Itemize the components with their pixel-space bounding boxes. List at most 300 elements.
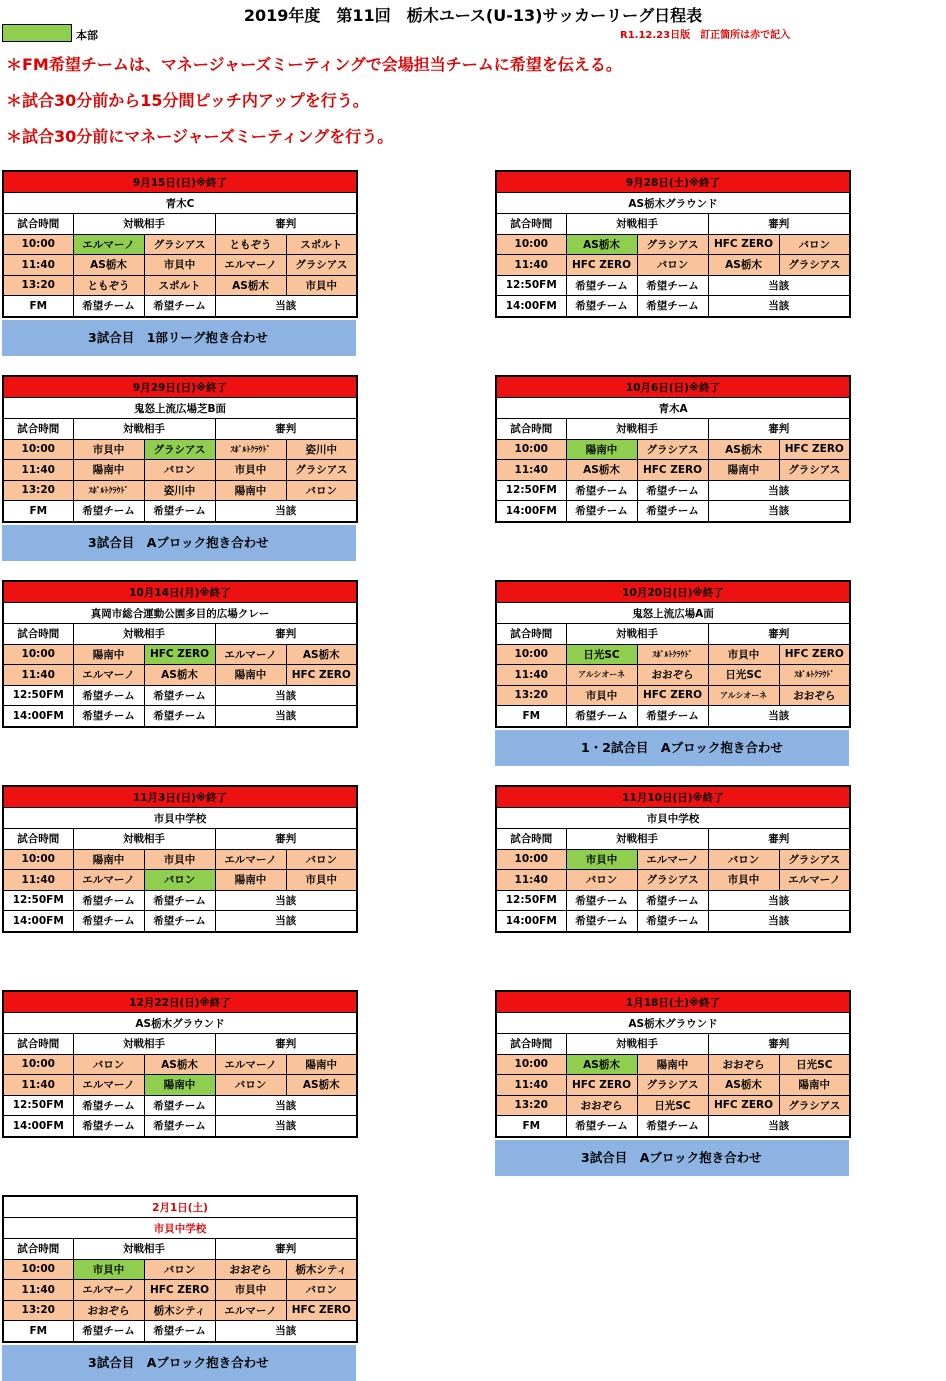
referee-cell: おおぞら: [779, 685, 850, 706]
venue-name: AS栃木グラウンド: [496, 1013, 850, 1034]
header-referee: 審判: [708, 1034, 850, 1055]
fm-team-a: 希望チーム: [566, 501, 637, 522]
match-time: 10:00: [3, 1054, 73, 1075]
referee-cell: HFC ZERO: [708, 234, 779, 255]
fm-team-a: 希望チーム: [566, 480, 637, 501]
header-opponents: 対戦相手: [73, 214, 215, 235]
fm-time: FM: [3, 1321, 73, 1342]
match-date: 10月6日(日)※終了: [496, 376, 850, 398]
referee-cell: 陽南中: [779, 1075, 850, 1096]
match-row: [496, 234, 850, 255]
fm-team-b: 希望チーム: [144, 1116, 215, 1137]
team-cell: グラシアス: [144, 234, 215, 255]
fm-team-b: 希望チーム: [144, 890, 215, 911]
match-time: 11:40: [3, 460, 73, 481]
referee-cell: 陽南中: [708, 460, 779, 481]
venue-name: 市貝中学校: [496, 808, 850, 829]
match-time: 10:00: [3, 849, 73, 870]
fm-time: 14:00FM: [3, 1116, 73, 1137]
team-cell: 市貝中: [566, 685, 637, 706]
referee-cell: おおぞら: [215, 1259, 286, 1280]
match-row: [496, 1054, 850, 1075]
combined-note: 1・2試合目 Aブロック抱き合わせ: [495, 730, 849, 766]
fm-team-b: 希望チーム: [637, 480, 708, 501]
combined-note: 3試合目 1部リーグ抱き合わせ: [2, 320, 356, 356]
referee-cell: AS栃木: [286, 644, 357, 665]
fm-team-a: 希望チーム: [566, 296, 637, 317]
match-row: [3, 849, 357, 870]
match-time: 10:00: [3, 644, 73, 665]
match-time: 10:00: [496, 1054, 566, 1075]
schedule-block: [2, 375, 356, 561]
version-note: R1.12.23日版 訂正箇所は赤で記入: [620, 30, 791, 41]
match-row: [3, 1280, 357, 1301]
fm-referee: 当該: [708, 890, 850, 911]
header-opponents: 対戦相手: [73, 624, 215, 645]
match-time: 13:20: [496, 685, 566, 706]
referee-cell: 市貝中: [286, 275, 357, 296]
venue-row: [3, 398, 357, 419]
fm-row: [3, 685, 357, 706]
header-opponents: 対戦相手: [566, 624, 708, 645]
match-row: [3, 255, 357, 276]
date-row: [3, 991, 357, 1013]
fm-team-b: 希望チーム: [144, 1321, 215, 1342]
team-cell: バロン: [566, 870, 637, 891]
venue-row: [3, 1218, 357, 1239]
match-date: 9月28日(土)※終了: [496, 171, 850, 193]
venue-row: [3, 603, 357, 624]
fm-time: 12:50FM: [3, 890, 73, 911]
page-title: 2019年度 第11回 栃木ユース(U-13)サッカーリーグ日程表: [243, 6, 703, 25]
note-meeting: ＊試合30分前にマネージャーズミーティングを行う。: [6, 127, 394, 146]
team-cell: 姿川中: [144, 480, 215, 501]
header-opponents: 対戦相手: [566, 214, 708, 235]
fm-referee: 当該: [708, 911, 850, 932]
referee-cell: 市貝中: [215, 1280, 286, 1301]
referee-cell: バロン: [286, 1280, 357, 1301]
fm-team-b: 希望チーム: [637, 1116, 708, 1137]
fm-row: [3, 501, 357, 522]
header-referee: 審判: [215, 419, 357, 440]
column-header-row: [496, 419, 850, 440]
team-cell: 陽南中: [73, 644, 144, 665]
referee-cell: バロン: [708, 849, 779, 870]
schedule-table: [2, 1195, 358, 1343]
match-row: [3, 480, 357, 501]
header-opponents: 対戦相手: [566, 419, 708, 440]
referee-cell: バロン: [215, 1075, 286, 1096]
match-row: [496, 685, 850, 706]
referee-cell: アルシオーネ: [708, 685, 779, 706]
note-fm: ＊FM希望チームは、マネージャーズミーティングで会場担当チームに希望を伝える。: [6, 55, 622, 74]
header-time: 試合時間: [3, 1239, 73, 1260]
referee-cell: ｽﾎﾟﾙﾄｸﾗｳﾄﾞ: [779, 665, 850, 686]
team-cell: HFC ZERO: [144, 1280, 215, 1301]
referee-cell: グラシアス: [779, 1095, 850, 1116]
fm-team-a: 希望チーム: [73, 501, 144, 522]
date-row: [3, 1196, 357, 1218]
match-time: 10:00: [3, 1259, 73, 1280]
fm-row: [3, 890, 357, 911]
fm-team-a: 希望チーム: [73, 1116, 144, 1137]
fm-team-a: 希望チーム: [73, 296, 144, 317]
column-header-row: [496, 214, 850, 235]
header-referee: 審判: [708, 214, 850, 235]
team-cell: 栃木シティ: [144, 1300, 215, 1321]
fm-row: [3, 911, 357, 932]
combined-note: 3試合目 Aブロック抱き合わせ: [2, 1345, 356, 1381]
header-referee: 審判: [215, 829, 357, 850]
fm-team-a: 希望チーム: [566, 1116, 637, 1137]
fm-row: [496, 911, 850, 932]
fm-team-a: 希望チーム: [73, 1095, 144, 1116]
team-cell: エルマーノ: [73, 870, 144, 891]
fm-referee: 当該: [215, 706, 357, 727]
column-header-row: [3, 419, 357, 440]
match-row: [496, 665, 850, 686]
fm-referee: 当該: [708, 706, 850, 727]
fm-referee: 当該: [215, 890, 357, 911]
team-cell: グラシアス: [144, 439, 215, 460]
column-header-row: [496, 1034, 850, 1055]
referee-cell: バロン: [286, 480, 357, 501]
match-row: [3, 870, 357, 891]
referee-cell: グラシアス: [779, 255, 850, 276]
header-referee: 審判: [708, 419, 850, 440]
header-opponents: 対戦相手: [73, 829, 215, 850]
match-date: 11月10日(日)※終了: [496, 786, 850, 808]
team-cell: バロン: [73, 1054, 144, 1075]
match-row: [496, 1075, 850, 1096]
fm-referee: 当該: [708, 501, 850, 522]
header-referee: 審判: [215, 624, 357, 645]
referee-cell: 日光SC: [779, 1054, 850, 1075]
match-time: 11:40: [3, 255, 73, 276]
match-row: [496, 849, 850, 870]
team-cell: 陽南中: [73, 460, 144, 481]
schedule-block: [2, 785, 356, 933]
fm-row: [3, 1321, 357, 1342]
team-cell: エルマーノ: [73, 234, 144, 255]
date-row: [496, 171, 850, 193]
column-header-row: [3, 1239, 357, 1260]
fm-row: [3, 706, 357, 727]
schedule-block: [2, 1195, 356, 1381]
fm-team-b: 希望チーム: [144, 501, 215, 522]
fm-time: 12:50FM: [3, 1095, 73, 1116]
match-time: 11:40: [3, 870, 73, 891]
match-row: [3, 460, 357, 481]
team-cell: HFC ZERO: [566, 255, 637, 276]
referee-cell: AS栃木: [286, 1075, 357, 1096]
fm-row: [3, 1116, 357, 1137]
match-date: 12月22日(日)※終了: [3, 991, 357, 1013]
team-cell: エルマーノ: [73, 665, 144, 686]
schedule-block: [495, 170, 849, 318]
match-row: [496, 255, 850, 276]
match-row: [3, 1054, 357, 1075]
match-time: 13:20: [3, 480, 73, 501]
referee-cell: 陽南中: [215, 870, 286, 891]
fm-referee: 当該: [215, 1095, 357, 1116]
team-cell: HFC ZERO: [566, 1075, 637, 1096]
column-header-row: [496, 624, 850, 645]
referee-cell: スポルト: [286, 234, 357, 255]
referee-cell: 栃木シティ: [286, 1259, 357, 1280]
referee-cell: 市貝中: [708, 644, 779, 665]
venue-row: [3, 1013, 357, 1034]
team-cell: エルマーノ: [73, 1075, 144, 1096]
referee-cell: 市貝中: [215, 460, 286, 481]
fm-team-b: 希望チーム: [144, 1095, 215, 1116]
header-time: 試合時間: [3, 829, 73, 850]
fm-team-b: 希望チーム: [637, 501, 708, 522]
team-cell: 市貝中: [73, 1259, 144, 1280]
fm-referee: 当該: [708, 275, 850, 296]
team-cell: グラシアス: [637, 439, 708, 460]
team-cell: 陽南中: [566, 439, 637, 460]
fm-team-b: 希望チーム: [144, 296, 215, 317]
date-row: [3, 581, 357, 603]
date-row: [496, 376, 850, 398]
referee-cell: エルマーノ: [215, 644, 286, 665]
fm-row: [3, 296, 357, 317]
header-referee: 審判: [708, 829, 850, 850]
match-date: 9月15日(日)※終了: [3, 171, 357, 193]
match-time: 10:00: [496, 439, 566, 460]
fm-time: 12:50FM: [496, 275, 566, 296]
match-row: [3, 644, 357, 665]
header-opponents: 対戦相手: [73, 1239, 215, 1260]
team-cell: HFC ZERO: [637, 460, 708, 481]
team-cell: AS栃木: [566, 460, 637, 481]
venue-name: 市貝中学校: [3, 1218, 357, 1239]
match-time: 11:40: [3, 665, 73, 686]
team-cell: グラシアス: [637, 870, 708, 891]
match-row: [3, 275, 357, 296]
schedule-table: [2, 785, 358, 933]
match-time: 13:20: [3, 1300, 73, 1321]
fm-row: [496, 706, 850, 727]
fm-team-a: 希望チーム: [73, 685, 144, 706]
venue-row: [496, 193, 850, 214]
team-cell: ともぞう: [73, 275, 144, 296]
date-row: [3, 786, 357, 808]
fm-time: FM: [496, 1116, 566, 1137]
header-time: 試合時間: [496, 829, 566, 850]
team-cell: おおぞら: [73, 1300, 144, 1321]
date-row: [3, 171, 357, 193]
team-cell: アルシオーネ: [566, 665, 637, 686]
match-row: [496, 1095, 850, 1116]
header-referee: 審判: [708, 624, 850, 645]
referee-cell: グラシアス: [779, 460, 850, 481]
fm-row: [496, 296, 850, 317]
fm-row: [496, 890, 850, 911]
referee-cell: AS栃木: [215, 275, 286, 296]
match-time: 13:20: [3, 275, 73, 296]
match-time: 11:40: [3, 1280, 73, 1301]
match-time: 10:00: [3, 234, 73, 255]
team-cell: バロン: [144, 870, 215, 891]
team-cell: HFC ZERO: [637, 685, 708, 706]
match-date: 2月1日(土): [3, 1196, 357, 1218]
date-row: [496, 786, 850, 808]
legend-hq-label: 本部: [76, 29, 98, 42]
team-cell: 陽南中: [637, 1054, 708, 1075]
fm-team-a: 希望チーム: [73, 911, 144, 932]
fm-referee: 当該: [708, 296, 850, 317]
match-time: 10:00: [496, 849, 566, 870]
schedule-block: [495, 785, 849, 933]
venue-row: [3, 193, 357, 214]
schedule-block: [2, 990, 356, 1138]
match-row: [496, 460, 850, 481]
referee-cell: AS栃木: [708, 1075, 779, 1096]
team-cell: 日光SC: [637, 1095, 708, 1116]
fm-referee: 当該: [215, 296, 357, 317]
match-time: 11:40: [3, 1075, 73, 1096]
match-date: 10月20日(日)※終了: [496, 581, 850, 603]
fm-team-a: 希望チーム: [566, 890, 637, 911]
match-time: 11:40: [496, 255, 566, 276]
fm-team-b: 希望チーム: [637, 296, 708, 317]
referee-cell: バロン: [779, 234, 850, 255]
header-referee: 審判: [215, 1239, 357, 1260]
team-cell: 日光SC: [566, 644, 637, 665]
venue-name: 鬼怒上流広場芝B面: [3, 398, 357, 419]
fm-row: [496, 501, 850, 522]
note-warmup: ＊試合30分前から15分間ピッチ内アップを行う。: [6, 91, 369, 110]
schedule-table: [495, 990, 851, 1138]
match-row: [496, 870, 850, 891]
venue-row: [496, 603, 850, 624]
match-time: 10:00: [3, 439, 73, 460]
header-opponents: 対戦相手: [566, 829, 708, 850]
match-date: 1月18日(土)※終了: [496, 991, 850, 1013]
referee-cell: ｽﾎﾟﾙﾄｸﾗｳﾄﾞ: [215, 439, 286, 460]
team-cell: AS栃木: [566, 234, 637, 255]
team-cell: エルマーノ: [73, 1280, 144, 1301]
team-cell: 陽南中: [144, 1075, 215, 1096]
team-cell: AS栃木: [144, 1054, 215, 1075]
team-cell: ｽﾎﾟﾙﾄｸﾗｳﾄﾞ: [73, 480, 144, 501]
column-header-row: [3, 1034, 357, 1055]
team-cell: HFC ZERO: [144, 644, 215, 665]
fm-row: [496, 1116, 850, 1137]
header-time: 試合時間: [3, 419, 73, 440]
referee-cell: 日光SC: [708, 665, 779, 686]
fm-team-b: 希望チーム: [637, 911, 708, 932]
match-date: 9月29日(日)※終了: [3, 376, 357, 398]
referee-cell: HFC ZERO: [779, 439, 850, 460]
match-row: [3, 1300, 357, 1321]
schedule-block: [2, 170, 356, 356]
fm-team-a: 希望チーム: [73, 1321, 144, 1342]
fm-time: 14:00FM: [3, 911, 73, 932]
team-cell: 陽南中: [73, 849, 144, 870]
schedule-block: [495, 580, 849, 766]
header-time: 試合時間: [496, 214, 566, 235]
team-cell: エルマーノ: [637, 849, 708, 870]
fm-referee: 当該: [708, 1116, 850, 1137]
referee-cell: エルマーノ: [215, 1054, 286, 1075]
referee-cell: 姿川中: [286, 439, 357, 460]
fm-team-b: 希望チーム: [144, 685, 215, 706]
column-header-row: [496, 829, 850, 850]
team-cell: おおぞら: [566, 1095, 637, 1116]
combined-note: 3試合目 Aブロック抱き合わせ: [2, 525, 356, 561]
referee-cell: グラシアス: [779, 849, 850, 870]
match-time: 13:20: [496, 1095, 566, 1116]
venue-name: 青木A: [496, 398, 850, 419]
referee-cell: エルマーノ: [215, 849, 286, 870]
schedule-table: [495, 170, 851, 318]
fm-team-a: 希望チーム: [73, 890, 144, 911]
venue-row: [3, 808, 357, 829]
team-cell: バロン: [144, 1259, 215, 1280]
header-opponents: 対戦相手: [73, 1034, 215, 1055]
column-header-row: [3, 214, 357, 235]
referee-cell: HFC ZERO: [286, 665, 357, 686]
fm-time: FM: [3, 296, 73, 317]
fm-team-b: 希望チーム: [637, 890, 708, 911]
team-cell: おおぞら: [637, 665, 708, 686]
fm-team-b: 希望チーム: [637, 706, 708, 727]
schedule-table: [495, 580, 851, 728]
venue-row: [496, 808, 850, 829]
referee-cell: AS栃木: [708, 439, 779, 460]
referee-cell: 陽南中: [286, 1054, 357, 1075]
schedule-table: [2, 580, 358, 728]
team-cell: ｽﾎﾟﾙﾄｸﾗｳﾄﾞ: [637, 644, 708, 665]
fm-team-a: 希望チーム: [566, 911, 637, 932]
match-row: [3, 234, 357, 255]
fm-team-a: 希望チーム: [566, 706, 637, 727]
team-cell: グラシアス: [637, 234, 708, 255]
venue-name: 青木C: [3, 193, 357, 214]
schedule-table: [2, 375, 358, 523]
header-time: 試合時間: [496, 1034, 566, 1055]
fm-time: 14:00FM: [496, 296, 566, 317]
schedule-table: [495, 375, 851, 523]
venue-name: AS栃木グラウンド: [3, 1013, 357, 1034]
fm-time: 12:50FM: [496, 480, 566, 501]
fm-referee: 当該: [215, 1321, 357, 1342]
fm-time: 12:50FM: [496, 890, 566, 911]
match-row: [3, 1075, 357, 1096]
referee-cell: おおぞら: [708, 1054, 779, 1075]
schedule-block: [495, 990, 849, 1176]
referee-cell: 陽南中: [215, 480, 286, 501]
legend-hq-swatch: [2, 24, 72, 42]
referee-cell: エルマーノ: [779, 870, 850, 891]
team-cell: 市貝中: [144, 849, 215, 870]
date-row: [3, 376, 357, 398]
fm-time: 14:00FM: [496, 501, 566, 522]
column-header-row: [3, 829, 357, 850]
schedule-block: [2, 580, 356, 728]
match-time: 11:40: [496, 460, 566, 481]
referee-cell: 陽南中: [215, 665, 286, 686]
fm-time: FM: [496, 706, 566, 727]
fm-row: [3, 1095, 357, 1116]
team-cell: 市貝中: [566, 849, 637, 870]
match-row: [496, 439, 850, 460]
date-row: [496, 991, 850, 1013]
referee-cell: AS栃木: [708, 255, 779, 276]
